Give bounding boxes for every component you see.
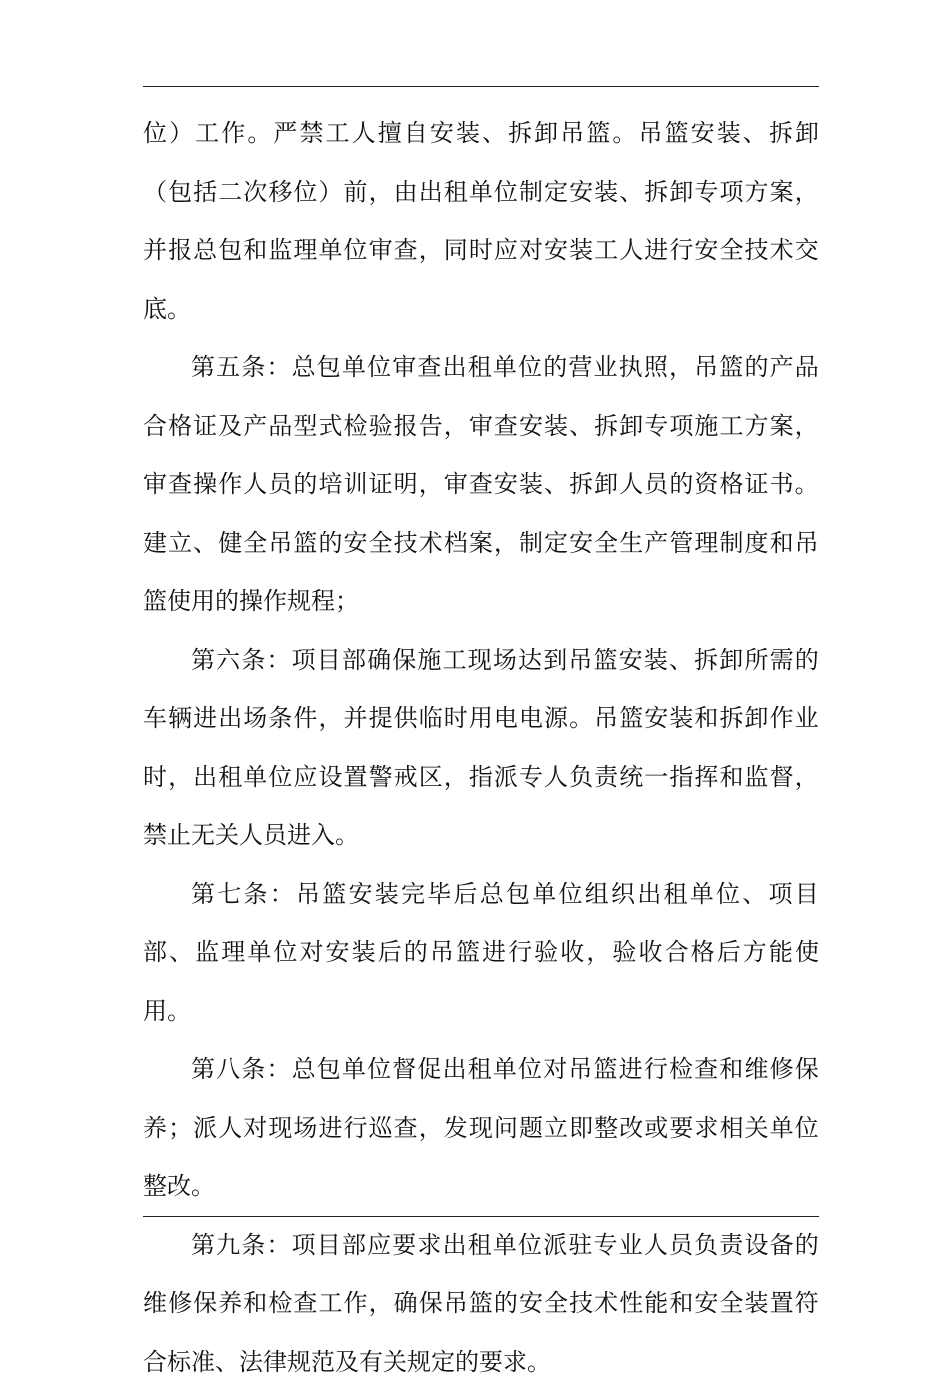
text-line: （ 包 括 二 次 移 位 ） 前 ， 由 出 租 单 位 制 定 安 装 、 拆 卸 专 项 方 案 ， [143,163,819,222]
text-line: 整改。 [143,1157,819,1216]
text-line: 养 ； 派 人 对 现 场 进 行 巡 查 ， 发 现 问 题 立 即 整 改 或 要 求 相 关 单 位 [143,1099,819,1158]
text-line: 合标准、法律规范及有关规定的要求。 [143,1333,819,1391]
text-line: 底。 [143,280,819,339]
text-line: 第 七 条 ： 吊 篮 安 装 完 毕 后 总 包 单 位 组 织 出 租 单 位 、 项 目 [143,865,819,924]
text-line: 位 ） 工 作 。 严 禁 工 人 擅 自 安 装 、 拆 卸 吊 篮 。 吊 篮 安 装 、 拆 卸 [143,104,819,163]
text-line: 并 报 总 包 和 监 理 单 位 审 查 ， 同 时 应 对 安 装 工 人 进 行 安 全 技 术 交 [143,221,819,280]
text-line: 建 立 、 健 全 吊 篮 的 安 全 技 术 档 案 ， 制 定 安 全 生 产 管 理 制 度 和 吊 [143,514,819,573]
text-line: 审 查 操 作 人 员 的 培 训 证 明 ， 审 查 安 装 、 拆 卸 人 员 的 资 格 证 书 。 [143,455,819,514]
header-rule [143,86,819,87]
text-line: 部 、 监 理 单 位 对 安 装 后 的 吊 篮 进 行 验 收 ， 验 收 合 格 后 方 能 使 [143,923,819,982]
text-line: 维 修 保 养 和 检 查 工 作 ， 确 保 吊 篮 的 安 全 技 术 性 能 和 安 全 装 置 符 [143,1274,819,1333]
document-body [143,104,819,1391]
text-line: 用。 [143,982,819,1041]
text-line: 时 ， 出 租 单 位 应 设 置 警 戒 区 ， 指 派 专 人 负 责 统 一 指 挥 和 监 督 ， [143,748,819,807]
text-line: 车 辆 进 出 场 条 件 ， 并 提 供 临 时 用 电 电 源 。 吊 篮 安 装 和 拆 卸 作 业 [143,689,819,748]
text-line: 第 六 条 ： 项 目 部 确 保 施 工 现 场 达 到 吊 篮 安 装 、 拆 卸 所 需 的 [143,631,819,690]
text-line: 合 格 证 及 产 品 型 式 检 验 报 告 ， 审 查 安 装 、 拆 卸 专 项 施 工 方 案 ， [143,397,819,456]
footer-rule [143,1216,819,1217]
text-line: 篮使用的操作规程； [143,572,819,631]
text-line: 禁止无关人员进入。 [143,806,819,865]
text-line: 第 八 条 ： 总 包 单 位 督 促 出 租 单 位 对 吊 篮 进 行 检 查 和 维 修 保 [143,1040,819,1099]
text-line: 第 九 条 ： 项 目 部 应 要 求 出 租 单 位 派 驻 专 业 人 员 负 责 设 备 的 [143,1216,819,1275]
text-line: 第 五 条 ： 总 包 单 位 审 查 出 租 单 位 的 营 业 执 照 ， 吊 篮 的 产 品 [143,338,819,397]
